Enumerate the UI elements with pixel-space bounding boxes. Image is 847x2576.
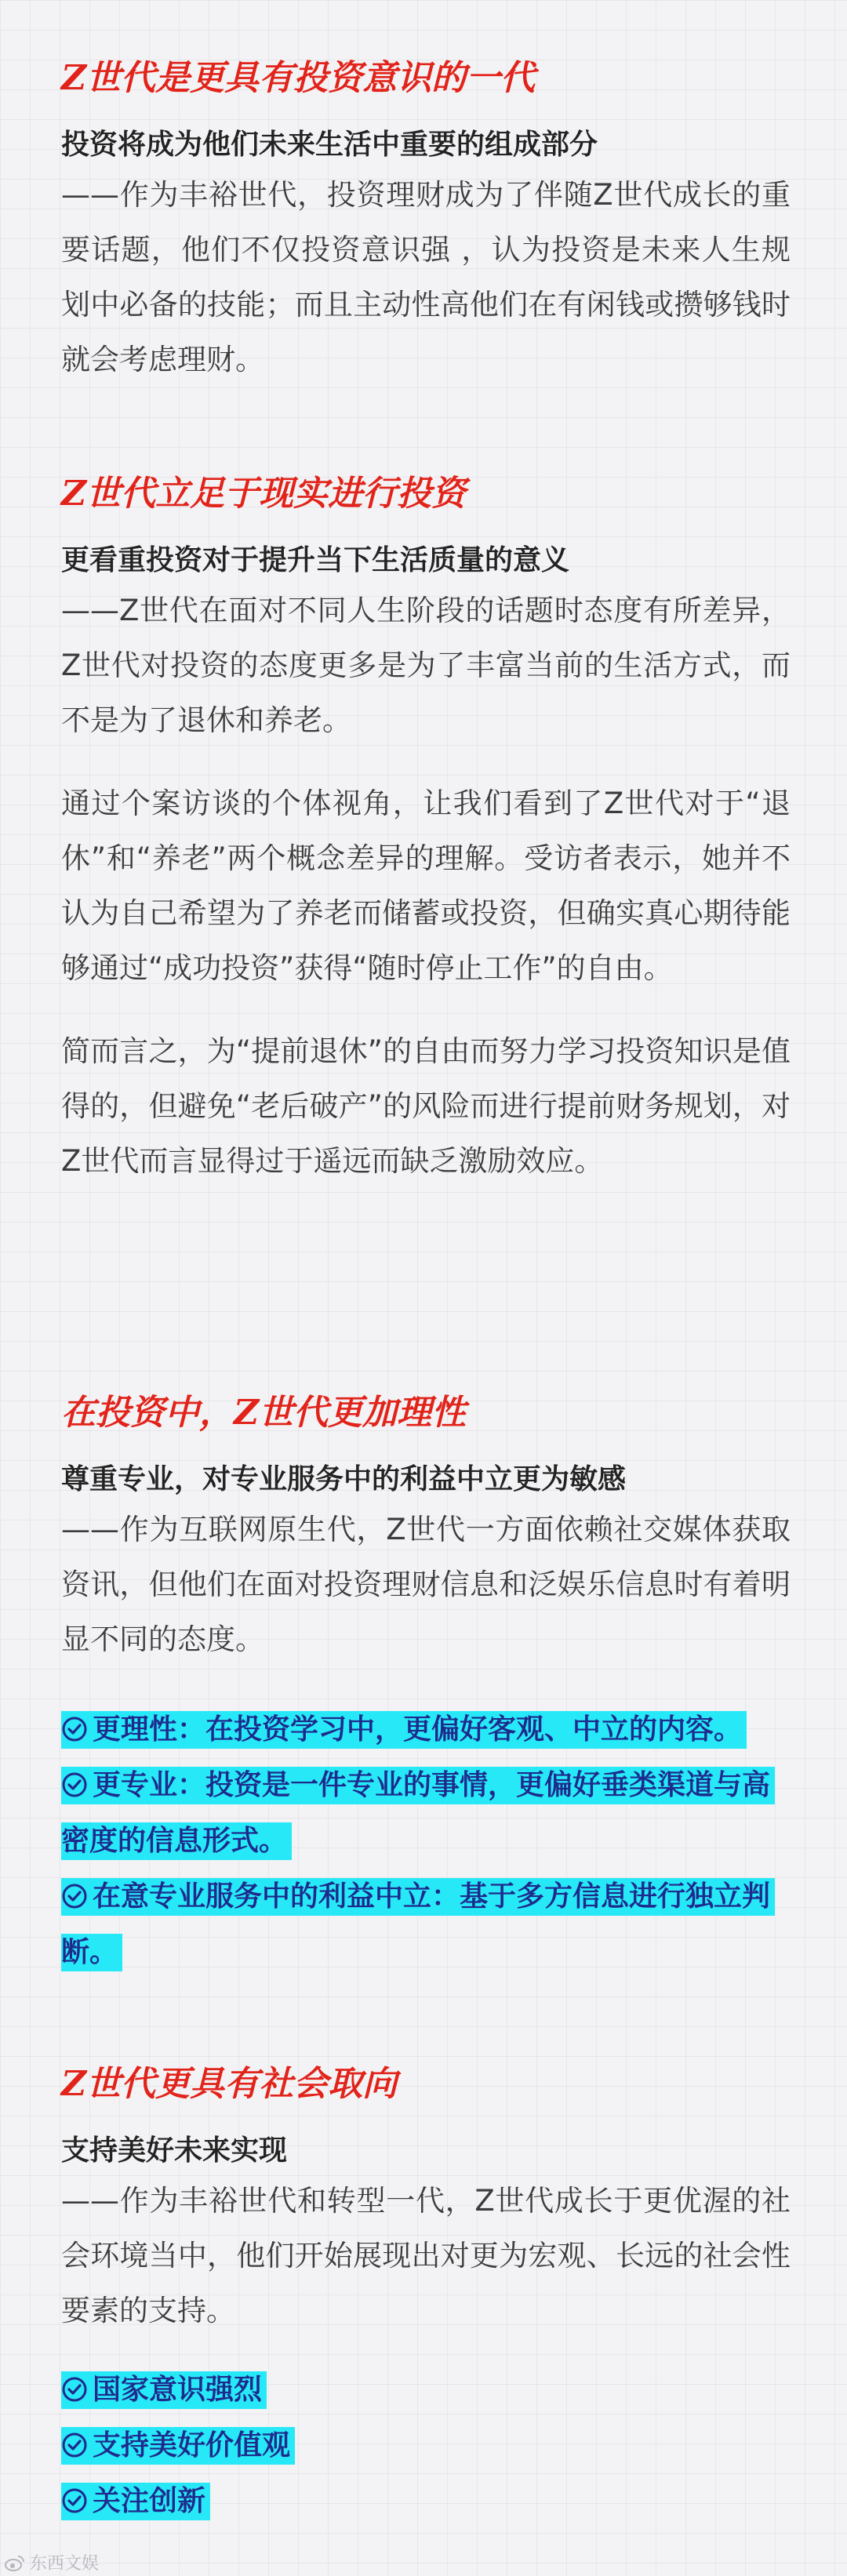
check-circle-icon — [61, 2487, 88, 2514]
paragraph: ——作为丰裕世代和转型一代，Z世代成长于更优渥的社会环境当中，他们开始展现出对更为宏观、长远的社会性要素的支持。 — [61, 2184, 791, 2327]
section-heading: 在投资中，Z世代更加理性 — [61, 1393, 467, 1433]
section-heading: Z世代立足于现实进行投资 — [61, 474, 467, 514]
section-social-orientation — [61, 2061, 791, 2529]
section-subhead: 更看重投资对于提升当下生活质量的意义 — [61, 544, 570, 576]
check-circle-icon — [61, 2376, 88, 2403]
paragraph: ——作为丰裕世代，投资理财成为了伴随Z世代成长的重要话题，他们不仅投资意识强 ，认为投资是未来人生规划中必备的技能；而且主动性高他们在有闲钱或攒够钱时就会考虑理财。 — [61, 178, 791, 376]
check-circle-icon — [61, 1716, 88, 1742]
highlight-item — [61, 2418, 791, 2473]
highlight-item — [61, 1702, 791, 1757]
highlight-list — [61, 2362, 791, 2529]
paragraph: 通过个案访谈的个体视角，让我们看到了Z世代对于“退休”和“养老”两个概念差异的理解。受访者表示，她并不认为自己希望为了养老而储蓄或投资，但确实真心期待能够通过“成功投资”获得“随时停止工作”的自由。 — [61, 787, 791, 985]
highlight-text: 关注创新 — [93, 2484, 206, 2517]
paragraph: ——Z世代在面对不同人生阶段的话题时态度有所差异，Z世代对投资的态度更多是为了丰富当前的生活方式，而不是为了退休和养老。 — [61, 594, 791, 737]
section-heading: Z世代更具有社会取向 — [61, 2064, 398, 2104]
highlight-list — [61, 1702, 791, 1980]
paragraph: ——作为互联网原生代，Z世代一方面依赖社交媒体获取资讯，但他们在面对投资理财信息和泛娱乐信息时有着明显不同的态度。 — [61, 1513, 791, 1656]
highlight-item — [61, 2362, 791, 2418]
section-reality-investing — [61, 471, 791, 1189]
highlight-item — [61, 1869, 791, 1980]
highlight-text: 在意专业服务中的利益中立：基于多方信息进行独立判断。 — [61, 1880, 771, 1968]
section-subhead: 尊重专业，对专业服务中的利益中立更为敏感 — [61, 1463, 627, 1495]
check-circle-icon — [61, 1883, 88, 1909]
watermark — [5, 2550, 99, 2574]
check-circle-icon — [61, 2432, 88, 2458]
highlight-item — [61, 1757, 791, 1869]
highlight-item — [61, 2473, 791, 2529]
section-heading: Z世代是更具有投资意识的一代 — [61, 58, 536, 98]
check-circle-icon — [61, 1771, 88, 1798]
highlight-text: 更理性：在投资学习中，更偏好客观、中立的内容。 — [93, 1713, 743, 1746]
section-subhead: 支持美好未来实现 — [61, 2135, 288, 2167]
section-rational-investing — [61, 1390, 791, 1980]
section-investment-awareness — [61, 55, 791, 387]
highlight-text: 国家意识强烈 — [93, 2373, 263, 2406]
paragraph: 简而言之，为“提前退休”的自由而努力学习投资知识是值得的，但避免“老后破产”的风险而进行提前财务规划，对Z世代而言显得过于遥远而缺乏激励效应。 — [61, 1034, 791, 1178]
highlight-text: 更专业：投资是一件专业的事情，更偏好垂类渠道与高密度的信息形式。 — [61, 1768, 771, 1857]
highlight-text: 支持美好价值观 — [93, 2429, 291, 2462]
weibo-logo-icon — [5, 2555, 25, 2572]
watermark-text: 东西文娱 — [30, 2554, 100, 2574]
section-subhead: 投资将成为他们未来生活中重要的组成部分 — [61, 129, 598, 161]
